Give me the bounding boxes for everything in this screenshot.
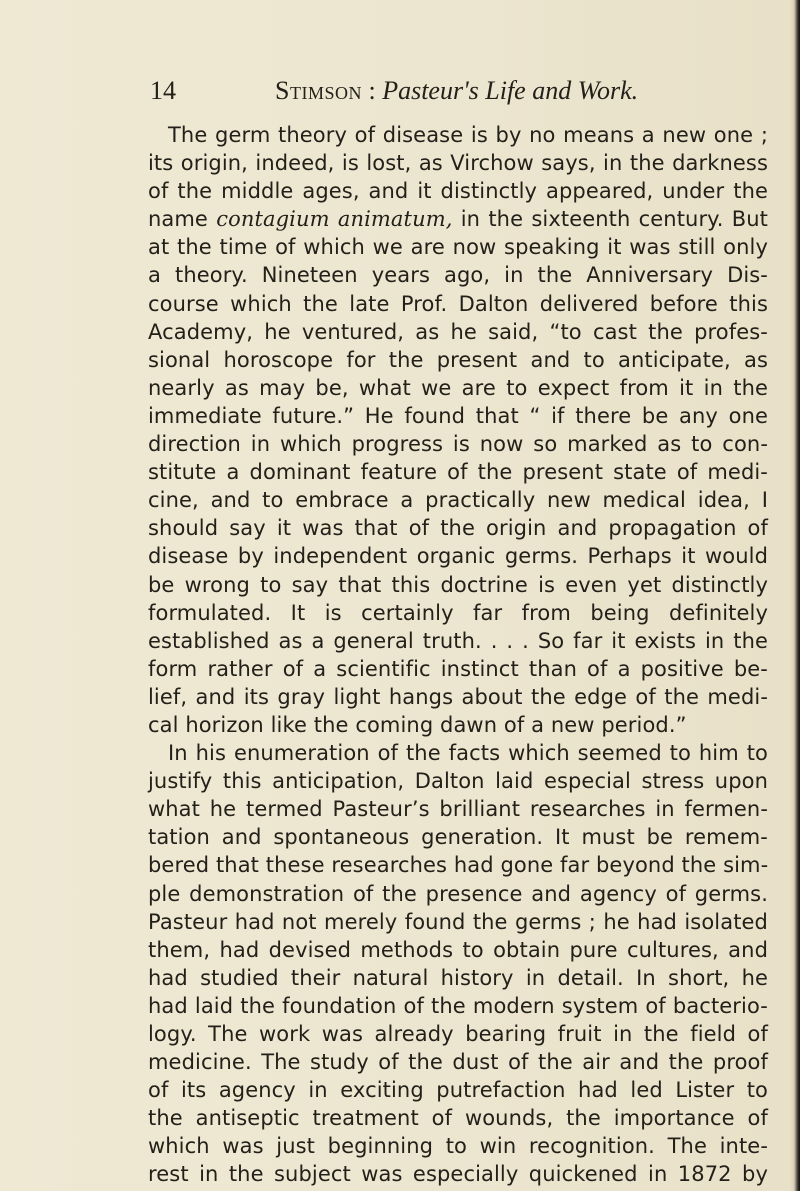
text-line: disease by independent organic germs. Perhaps it would	[148, 544, 768, 569]
text-line: justify this anticipation, Dalton laid especial stress upon	[148, 769, 768, 794]
author-name: Stimson	[275, 76, 362, 105]
text-line: which was just beginning to win recognition. The inte-	[148, 1134, 768, 1159]
text-line: had studied their natural history in detail. In short, he	[148, 965, 768, 990]
text-line: The germ theory of disease is by no means a new one ;	[168, 123, 768, 147]
text-line: at the time of which we are now speaking it was still only	[148, 235, 768, 260]
text-line	[148, 205, 768, 233]
text-line: bered that these researches had gone far beyond the sim-	[148, 853, 769, 878]
text-line: tation and spontaneous generation. It must be remem-	[148, 825, 768, 850]
page-number: 14	[150, 76, 176, 105]
text-line: what he termed Pasteur’s brilliant researches in fermen-	[148, 797, 768, 822]
text-line: nearly as may be, what we are to expect from it in the	[148, 375, 768, 400]
italic-phrase: contagium animatum,	[216, 207, 453, 232]
text-line: stitute a dominant feature of the present state of medi-	[148, 460, 768, 485]
text-line: immediate future.” He found that “ if there be any one	[148, 403, 768, 428]
text-line: sional horoscope for the present and to anticipate, as	[148, 347, 768, 372]
text-line: logy. The work was already bearing fruit in the field of	[148, 1022, 768, 1046]
text-line: had laid the foundation of the modern system of bacterio-	[148, 993, 768, 1018]
text-line: a theory. Nineteen years ago, in the Anniversary Dis-	[148, 263, 768, 288]
text-fragment: name	[148, 207, 217, 232]
running-head	[150, 75, 790, 107]
body-text	[148, 121, 768, 1189]
text-line: the antiseptic treatment of wounds, the importance of	[148, 1106, 768, 1131]
text-line: its origin, indeed, is lost, as Virchow says, in the darkness	[148, 151, 768, 176]
text-line: medicine. The study of the dust of the air and the proof	[148, 1050, 768, 1075]
running-title	[275, 75, 638, 107]
text-line: of the middle ages, and it distinctly appeared, under the	[148, 179, 768, 204]
text-line: form rather of a scientific instinct than of a positive be-	[148, 656, 768, 681]
text-line: be wrong to say that this doctrine is even yet distinctly	[148, 572, 768, 597]
text-line: lief, and its gray light hangs about the edge of the medi-	[148, 684, 768, 709]
text-line: cine, and to embrace a practically new medical idea, I	[148, 488, 768, 513]
text-line: Pasteur had not merely found the germs ; he had isolated	[148, 909, 768, 934]
work-title: Pasteur's Life and Work.	[382, 76, 639, 105]
title-separator: :	[361, 76, 383, 105]
text-fragment: in the sixteenth century. But	[452, 207, 768, 232]
text-line: Academy, he ventured, as he said, “to cast the profes-	[148, 319, 768, 344]
text-line: rest in the subject was especially quickened in 1872 by	[148, 1162, 768, 1187]
text-line: course which the late Prof. Dalton delivered before this	[148, 291, 768, 316]
text-line: them, had devised methods to obtain pure cultures, and	[148, 937, 768, 962]
text-line: cal horizon like the coming dawn of a new period.”	[148, 712, 687, 737]
page-edge-shadow	[790, 0, 800, 1191]
text-line: In his enumeration of the facts which seemed to him to	[168, 741, 768, 766]
text-line: of its agency in exciting putrefaction had led Lister to	[148, 1078, 768, 1103]
text-line: ple demonstration of the presence and agency of germs.	[148, 881, 768, 906]
text-line: established as a general truth. . . . So far it exists in the	[148, 628, 768, 653]
text-line: should say it was that of the origin and propagation of	[148, 516, 768, 541]
text-line: direction in which progress is now so marked as to con-	[148, 432, 768, 457]
text-line: formulated. It is certainly far from being definitely	[148, 600, 768, 625]
